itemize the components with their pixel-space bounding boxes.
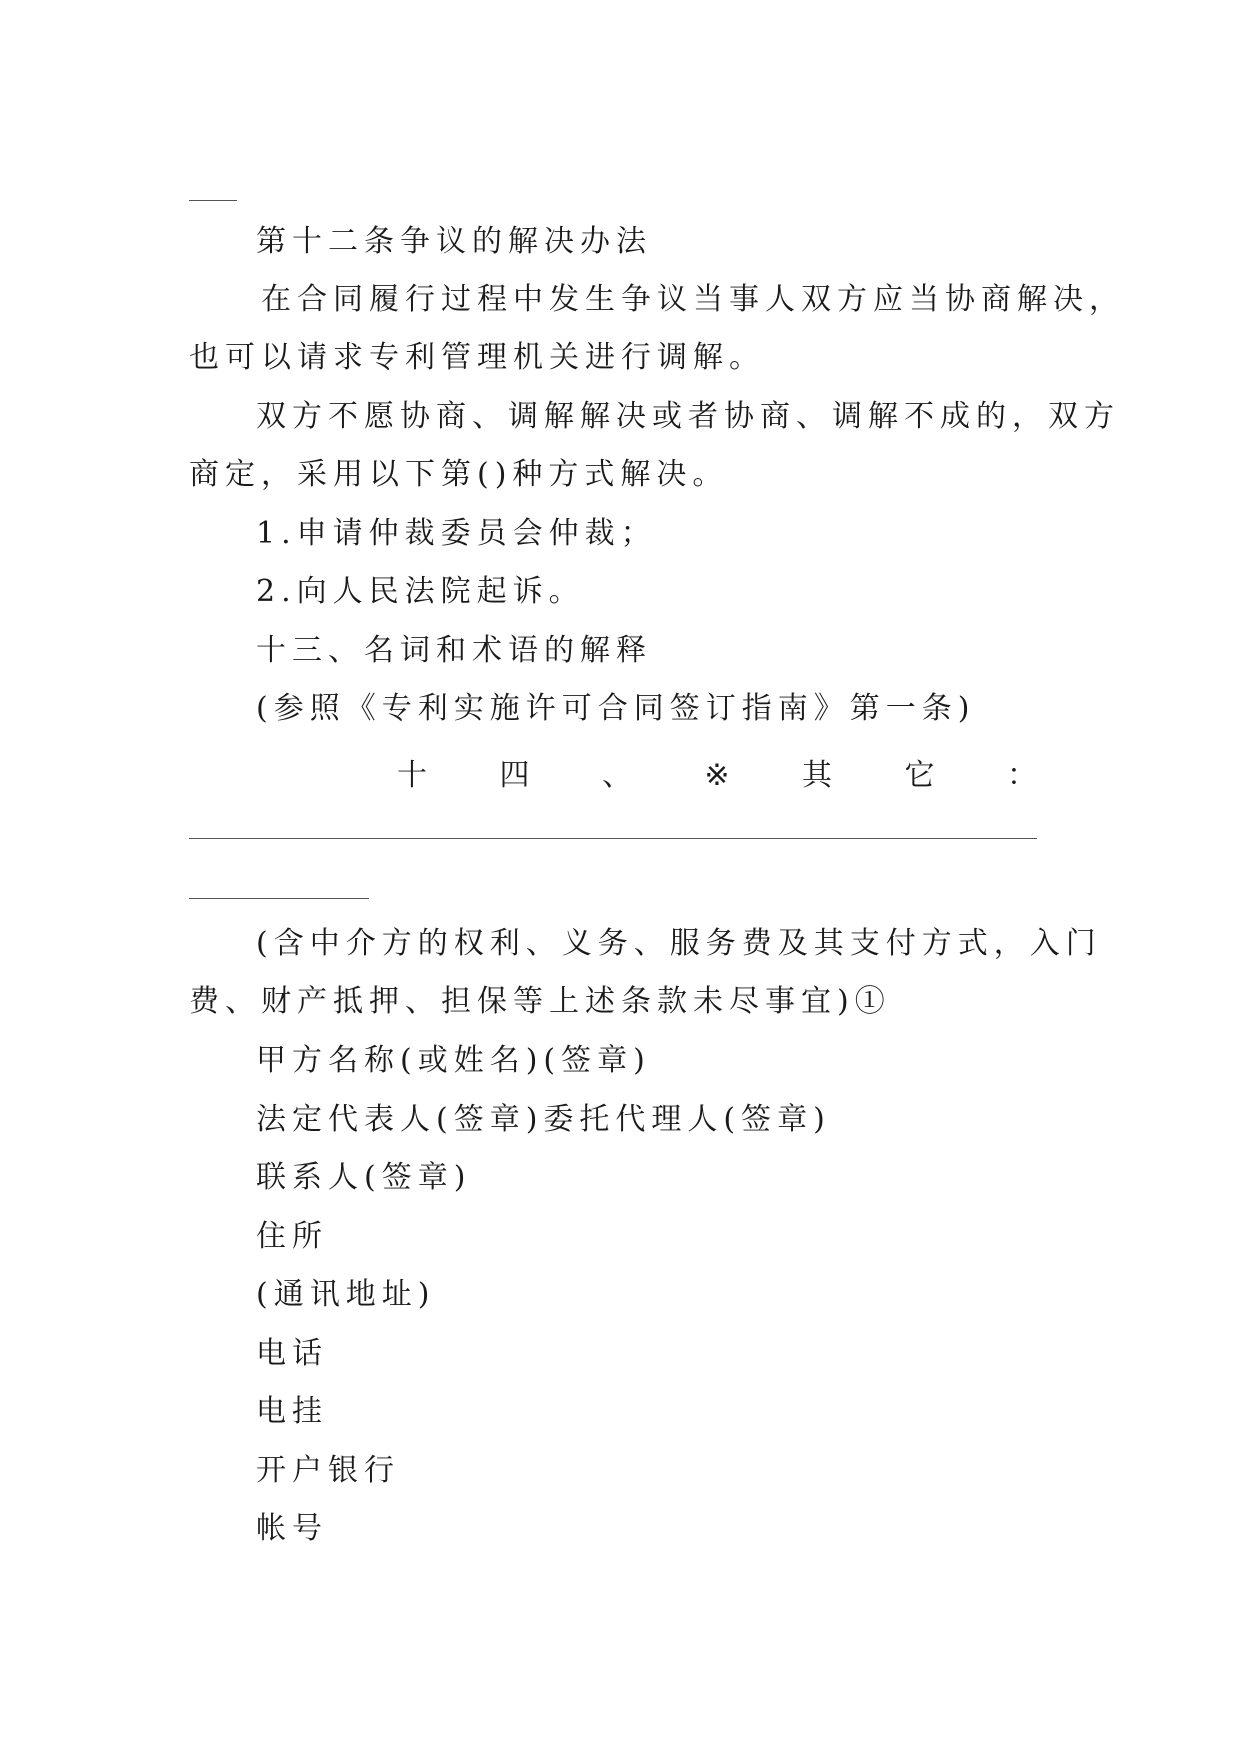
article-14-fill-line-short [189,898,369,899]
article-13-reference: (参照《专利实施许可合同签订指南》第一条) [256,691,976,726]
article-14-title [397,756,1037,796]
article-14-char: ： [1006,758,1037,793]
article-12-paragraph-2-line-1: 双方不愿协商、调解解决或者协商、调解不成的，双方 [256,399,1120,434]
article-12-title: 第十二条争议的解决办法 [256,224,652,259]
article-14-char: 十 [397,758,427,793]
signature-address: 住所 [256,1219,328,1254]
signature-address-note: (通讯地址) [256,1277,436,1312]
signature-party-a: 甲方名称(或姓名)(签章) [256,1043,651,1078]
article-13-title: 十三、名词和术语的解释 [256,633,652,668]
article-14-char: 它 [904,758,935,793]
article-12-paragraph-1-line-2: 也可以请求专利管理机关进行调解。 [189,340,765,375]
article-14-char: 其 [802,758,833,793]
article-12-paragraph-2-line-2: 商定，采用以下第()种方式解决。 [189,457,729,492]
signature-account: 帐号 [256,1511,328,1546]
signature-legal-representative: 法定代表人(签章)委托代理人(签章) [256,1102,831,1137]
article-14-char: 四 [499,758,530,793]
article-12-option-1: 1.申请仲裁委员会仲裁； [256,516,657,551]
article-14-char: 、 [601,758,632,793]
article-14-note-line-1: (含中介方的权利、义务、服务费及其支付方式，入门 [256,926,1102,961]
article-14-fill-line-long [189,838,1037,839]
article-12-paragraph-1-line-1: 在合同履行过程中发生争议当事人双方应当协商解决， [261,282,1125,317]
signature-telegraph: 电挂 [256,1394,328,1429]
article-12-option-2: 2.向人民法院起诉。 [256,574,585,609]
article-14-note-line-2: 费、财产抵押、担保等上述条款未尽事宜)① [189,984,891,1019]
signature-contact: 联系人(签章) [256,1160,472,1195]
signature-bank: 开户银行 [256,1453,400,1488]
article-14-char: ※ [704,758,730,793]
top-fill-line [189,200,237,201]
signature-phone: 电话 [256,1336,328,1371]
